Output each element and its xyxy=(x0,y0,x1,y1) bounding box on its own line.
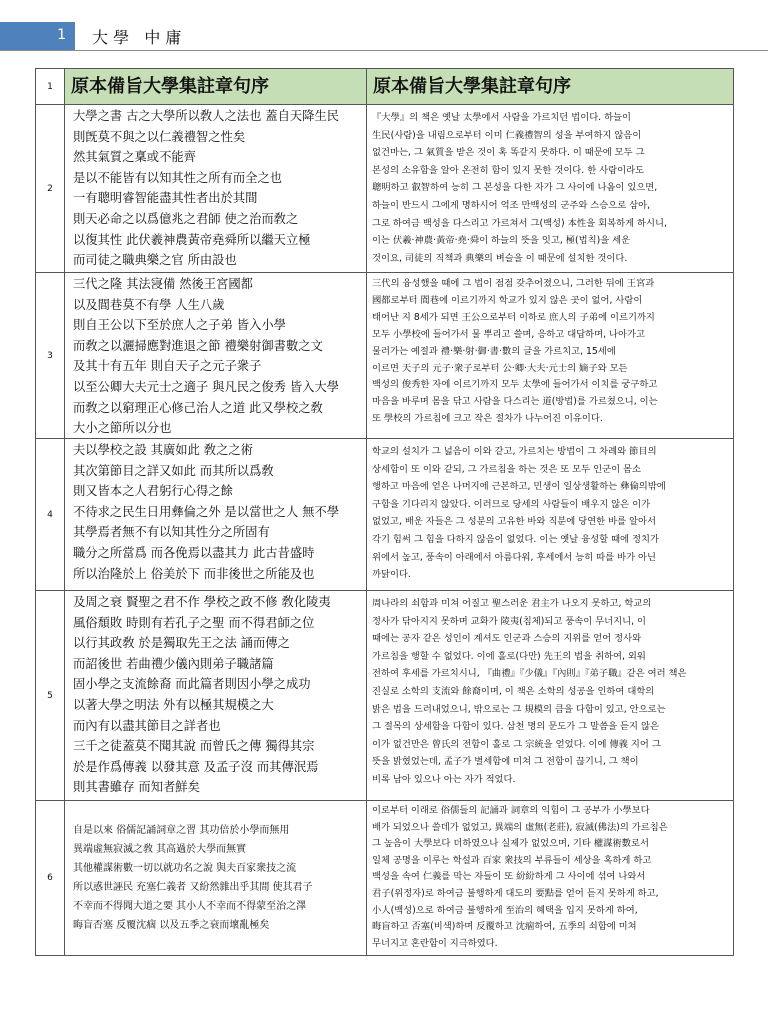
translation-header: 原本備旨大學集註章句序 xyxy=(373,76,571,97)
original-text-cell xyxy=(65,591,367,801)
table-row xyxy=(36,801,734,956)
row-number: 3 xyxy=(47,350,53,361)
translation-text-cell xyxy=(367,439,734,591)
translation-text: 학교의 설치가 그 넓음이 이와 같고, 가르치는 방법이 그 차례와 節目의 상세함이 또 이와 같되, 그 가르침을 하는 것은 또 모두 인군이 몸소 행하고 마음에 얻은 나머지에 근본하고, 민생이 일상생활하는 彝倫의밖에 구함을 기다리지 않았다. 이러므로 당세의 사람들이 배우지 않은 이가 없었고, 배운 자들은 그 성분의 고유한 바와 직분에 당연한 바를 알아서 각기 힘써 그 힘을 다하지 않음이 없었다. 이는 옛날 융성할 때에 정치가 위에서 높고, 풍속이 아래에서 아름다워, 후세에서 능히 따를 바가 아닌 까닭이다. xyxy=(372,446,666,581)
original-text-cell xyxy=(65,801,367,956)
translation-text-cell xyxy=(367,273,734,439)
row-number: 6 xyxy=(47,873,53,883)
table-row xyxy=(36,273,734,439)
translation-text-cell xyxy=(367,105,734,273)
original-text-cell xyxy=(65,273,367,439)
original-text: 夫以學校之設 其廣如此 敎之之術 其次第節目之詳又如此 而其所以爲敎 則又皆本之人君躬行心得之餘 不待求之民生日用彝倫之外 是以當世之人 無不學 其學焉者無不有以知其性分之所固有 職分之所當爲 而各俛焉以盡其力 此古昔盛時 所以治隆於上 俗美於下 而非後世之所能及也 xyxy=(73,443,340,581)
row-number: 5 xyxy=(47,690,53,701)
translation-text-cell xyxy=(367,591,734,801)
original-text: 三代之隆 其法寖備 然後王宮國都 以及閭巷莫不有學 人生八歲 則自王公以下至於庶人之子弟 皆入小學 而敎之以灑掃應對進退之節 禮樂射御書數之文 及其十有五年 則自天子之元子衆子 以至公卿大夫元士之適子 與凡民之俊秀 皆入大學 而敎之以窮理正心修己治人之道 此又學校之敎 大小之節所以分也 xyxy=(73,277,340,436)
original-text: 自是以來 俗儒記誦詞章之習 其功倍於小學而無用 異端虛無寂滅之敎 其高過於大學而無實 其他權謀術數一切以就功名之說 與夫百家衆技之流 所以惑世誣民 充塞仁義者 又紛然雜出乎其間 使其君子 不幸而不得聞大道之要 其小人不幸而不得蒙至治之澤 晦盲否塞 反覆沈痼 以及五季之衰而壞亂極矣 xyxy=(73,825,313,931)
original-text-cell xyxy=(65,105,367,273)
row-number-cell xyxy=(36,801,65,956)
translation-text-cell xyxy=(367,801,734,956)
original-text: 大學之書 古之大學所以敎人之法也 蓋自天降生民 則旣莫不與之以仁義禮智之性矣 然其氣質之稟或不能齊 是以不能皆有以知其性之所有而全之也 一有聰明睿智能盡其性者出於其間 則天必命之以爲億兆之君師 使之治而敎之 以復其性 此伏羲神農黃帝堯舜所以繼天立極 而司徒之職典樂之官 所由設也 xyxy=(73,109,340,268)
table-header-row xyxy=(36,69,734,105)
table-row xyxy=(36,439,734,591)
table-row xyxy=(36,591,734,801)
translation-text: 周나라의 쇠함과 미쳐 어질고 聖스러운 君主가 나오지 못하고, 학교의 정사가 닦아지지 못하며 교화가 陵夷(침체)되고 풍속이 무너지니, 이 때에는 공자 같은 성인이 계셔도 인군과 스승의 지위를 얻어 정사와 가르침을 행할 수 없었다. 이에 홀로(다만) 先王의 법을 취하여, 외워 전하여 후세를 가르치시니, 『曲禮』『少儀』『內則』『弟子職』같은 여러 책은 진실로 소학의 支流와 餘裔이며, 이 책은 소학의 성공을 인하여 대학의 밝은 법을 드러내었으니, 밖으로는 그 規模의 큼을 다함이 있고, 안으로는 그 절목의 상세함을 다함이 있다. 삼천 명의 문도가 그 말씀을 듣지 않은 이가 없건만은 曾氏의 전함이 홀로 그 宗統을 얻었다. 이에 傳義 지어 그 뜻을 밝혔었는데, 孟子가 별세함에 미쳐 그 전함이 끊기니, 그 책이 비록 남아 있으나 아는 자가 적었다. xyxy=(372,598,687,785)
translation-text: 三代의 융성했을 때에 그 법이 점점 갖추어졌으니, 그러한 뒤에 王宮과 國都로부터 閭巷에 이르기까지 학교가 있지 않은 곳이 없어, 사람이 태어난 지 8세가 되면 王公으로부터 이하로 庶人의 子弟에 이르기까지 모두 小學校에 들어가서 물 뿌리고 쓸며, 응하고 대답하며, 나아가고 물러가는 예절과 禮·樂·射·御·書·數의 글을 가르치고, 15세에 이르면 天子의 元子·衆子로부터 公·卿·大夫·元士의 嫡子와 모든 백성의 俊秀한 자에 이르기까지 모두 太學에 들어가서 이치를 궁구하고 마음을 바루며 몸을 닦고 사람을 다스리는 道(방법)를 가르쳤으니, 이는 또 學校의 가르침에 크고 작은 절차가 나누어진 이유이다. xyxy=(372,278,658,425)
row-number-cell xyxy=(36,273,65,439)
row-number-cell xyxy=(36,105,65,273)
row-number-cell xyxy=(36,69,65,105)
row-number-cell xyxy=(36,591,65,801)
original-header-cell xyxy=(65,69,367,105)
row-number: 4 xyxy=(47,509,53,520)
row-number: 2 xyxy=(47,183,53,194)
translation-text: 『大學』의 책은 옛날 太學에서 사람을 가르치던 법이다. 하늘이 生民(사람)을 내림으로부터 이미 仁義禮智의 성을 부여하지 않음이 없건마는, 그 氣質을 받은 것이 혹 똑같지 못하다. 이 때문에 모두 그 본성의 소유함을 알아 온전히 함이 있지 못한 것이다. 한 사람이라도 聰明하고 叡智하여 능히 그 본성을 다한 자가 그 사이에 나옴이 있으면, 하늘이 반드시 그에게 명하시어 억조 만백성의 군주와 스승으로 삼아, 그로 하여금 백성을 다스리고 가르쳐서 그(백성) 本性을 회복하게 하시니, 이는 伏羲·神農·黃帝·堯·舜이 하늘의 뜻을 잇고, 極(법칙)을 세운 것이요, 司徒의 직책과 典樂의 벼슬을 이 때문에 설치한 것이다. xyxy=(372,112,667,264)
header-divider xyxy=(0,50,768,51)
page-number-box xyxy=(0,22,75,50)
table-row xyxy=(36,105,734,273)
translation-text: 이로부터 이래로 俗儒들의 記誦과 詞章의 익힘이 그 공부가 小學보다 배가 되었으나 쓸데가 없었고, 異端의 虛無(老莊), 寂滅(佛法)의 가르침은 그 높음이 大學보다 더하였으나 실제가 없었으며, 기타 權謀術數로서 일체 공명을 이루는 학설과 百家 衆技의 부류들이 세상을 혹하게 하고 백성을 속여 仁義를 막는 자들이 또 紛紛하게 그 사이에 섞여 나와서 君子(위정자)로 하여금 불행하게 대도의 要點를 얻어 듣지 못하게 하고, 小人(백성)으로 하여금 불행하게 至治의 혜택을 입지 못하게 하여, 晦盲하고 否塞(비색)하며 反覆하고 沈痼하여, 五季의 쇠함에 미쳐 무너지고 혼란함이 지극하였다. xyxy=(372,805,668,949)
page-number: 1 xyxy=(57,27,66,43)
translation-header-cell xyxy=(367,69,734,105)
original-header: 原本備旨大學集註章句序 xyxy=(71,76,269,97)
original-text-cell xyxy=(65,439,367,591)
text-table xyxy=(35,68,734,956)
page-title: 大 學 中 庸 xyxy=(92,28,182,47)
original-text: 及周之衰 賢聖之君不作 學校之政不修 敎化陵夷 風俗頹敗 時則有若孔子之聖 而不得君師之位 以行其政敎 於是獨取先王之法 誦而傳之 而詔後世 若曲禮少儀內則弟子職諸篇 固小學之支流餘裔 而此篇者則因小學之成功 以著大學之明法 外有以極其規模之大 而內有以盡其節目之詳者也 三千之徒蓋莫不聞其說 而曾氏之傳 獨得其宗 於是作爲傳義 以發其意 及孟子沒 而其傳泯焉 則其書雖存 而知者鮮矣 xyxy=(73,595,331,795)
row-number: 1 xyxy=(47,81,53,92)
row-number-cell xyxy=(36,439,65,591)
original-text-wrap xyxy=(65,801,366,955)
